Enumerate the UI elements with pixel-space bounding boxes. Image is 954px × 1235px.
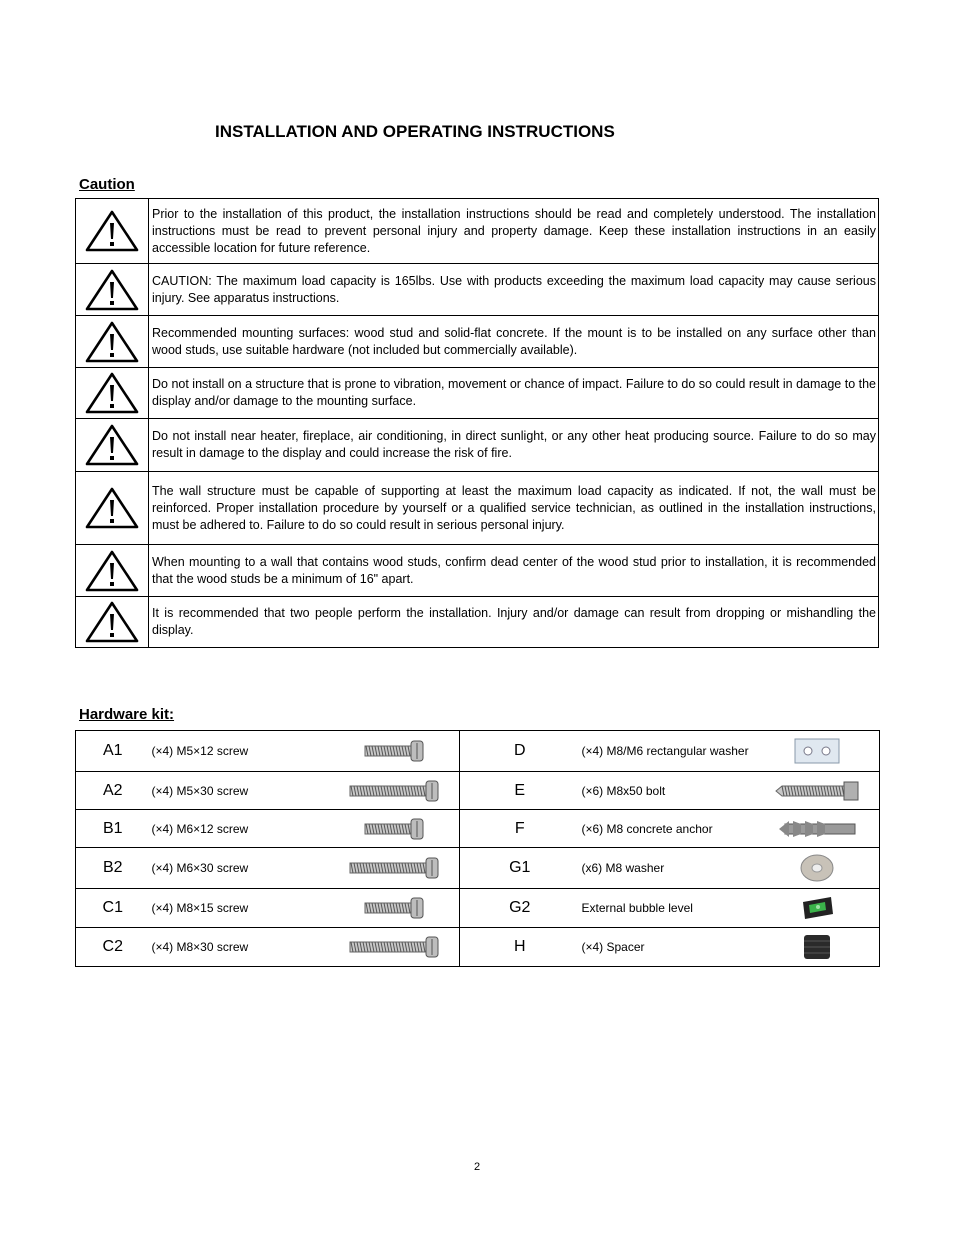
- caution-text: It is recommended that two people perform the installation. Injury and/or damage can result from dropping or mishandling the display.: [149, 597, 879, 648]
- caution-row: [76, 368, 879, 419]
- warning-triangle-icon: [76, 472, 149, 545]
- warning-triangle-icon: [76, 316, 149, 368]
- rectangular-washer-icon: [755, 731, 880, 772]
- part-description: (×4) Spacer: [580, 928, 755, 967]
- caution-row: [76, 316, 879, 368]
- part-code: B2: [76, 848, 150, 889]
- part-description: (×4) M8×30 screw: [150, 928, 330, 967]
- part-description: (×4) M5×30 screw: [150, 772, 330, 810]
- caution-row: [76, 199, 879, 264]
- lag-bolt-icon: [755, 772, 880, 810]
- caution-text: CAUTION: The maximum load capacity is 165lbs. Use with products exceeding the maximum load capacity may cause serious injury. See apparatus instructions.: [149, 264, 879, 316]
- hardware-row: [76, 889, 880, 928]
- caution-heading: Caution: [79, 176, 135, 193]
- caution-text: The wall structure must be capable of supporting at least the maximum load capacity as indicated. If not, the wall must be reinforced. Proper installation procedure by yourself or a qualified service technician, as outlined in the installation instructions, must be adhered to. Failure to do so could result in serious personal injury.: [149, 472, 879, 545]
- caution-row: [76, 419, 879, 472]
- caution-text: Prior to the installation of this product, the installation instructions should be read and completely understood. The installation instructions must be read to prevent personal injury and property damage. Keep these installation instructions in an easily accessible location for future reference.: [149, 199, 879, 264]
- part-description: External bubble level: [580, 889, 755, 928]
- page-title: INSTALLATION AND OPERATING INSTRUCTIONS: [215, 122, 615, 141]
- part-code: C2: [76, 928, 150, 967]
- part-code: F: [460, 810, 580, 848]
- hardware-row: [76, 772, 880, 810]
- part-description: (×4) M8×15 screw: [150, 889, 330, 928]
- part-code: H: [460, 928, 580, 967]
- part-code: C1: [76, 889, 150, 928]
- caution-table: [75, 198, 879, 648]
- part-code: G1: [460, 848, 580, 889]
- warning-triangle-icon: [76, 545, 149, 597]
- part-description: (x6) M8 washer: [580, 848, 755, 889]
- concrete-anchor-icon: [755, 810, 880, 848]
- part-code: A2: [76, 772, 150, 810]
- round-washer-icon: [755, 848, 880, 889]
- warning-triangle-icon: [76, 199, 149, 264]
- short-screw-icon: [330, 810, 460, 848]
- part-description: (×6) M8 concrete anchor: [580, 810, 755, 848]
- hardware-row: [76, 810, 880, 848]
- caution-text: Do not install near heater, fireplace, air conditioning, in direct sunlight, or any other heat producing source. Failure to do so may result in damage to the display and could increase the risk of fire.: [149, 419, 879, 472]
- caution-row: [76, 545, 879, 597]
- warning-triangle-icon: [76, 264, 149, 316]
- bubble-level-icon: [755, 889, 880, 928]
- part-description: (×6) M8x50 bolt: [580, 772, 755, 810]
- caution-row: [76, 264, 879, 316]
- long-screw-icon: [330, 848, 460, 889]
- hardware-row: [76, 928, 880, 967]
- hardware-kit-table: [75, 730, 880, 967]
- caution-row: [76, 597, 879, 648]
- long-screw-icon: [330, 928, 460, 967]
- hardware-kit-heading: Hardware kit:: [79, 706, 175, 723]
- part-code: D: [460, 731, 580, 772]
- short-screw-icon: [330, 889, 460, 928]
- spacer-icon: [755, 928, 880, 967]
- part-description: (×4) M6×30 screw: [150, 848, 330, 889]
- page-number: 2: [473, 1161, 481, 1173]
- warning-triangle-icon: [76, 368, 149, 419]
- warning-triangle-icon: [76, 419, 149, 472]
- hardware-row: [76, 848, 880, 889]
- hardware-row: [76, 731, 880, 772]
- caution-text: When mounting to a wall that contains wood studs, confirm dead center of the wood stud prior to installation, it is recommended that the wood studs be a minimum of 16" apart.: [149, 545, 879, 597]
- part-code: A1: [76, 731, 150, 772]
- part-code: G2: [460, 889, 580, 928]
- caution-text: Do not install on a structure that is prone to vibration, movement or chance of impact. Failure to do so could result in damage to the display and/or damage to the mounting surface.: [149, 368, 879, 419]
- warning-triangle-icon: [76, 597, 149, 648]
- part-code: E: [460, 772, 580, 810]
- part-description: (×4) M8/M6 rectangular washer: [580, 731, 755, 772]
- caution-text: Recommended mounting surfaces: wood stud and solid-flat concrete. If the mount is to be installed on any surface other than wood studs, use suitable hardware (not included but commercially available).: [149, 316, 879, 368]
- part-description: (×4) M6×12 screw: [150, 810, 330, 848]
- caution-row: [76, 472, 879, 545]
- part-description: (×4) M5×12 screw: [150, 731, 330, 772]
- part-code: B1: [76, 810, 150, 848]
- short-screw-icon: [330, 731, 460, 772]
- long-screw-icon: [330, 772, 460, 810]
